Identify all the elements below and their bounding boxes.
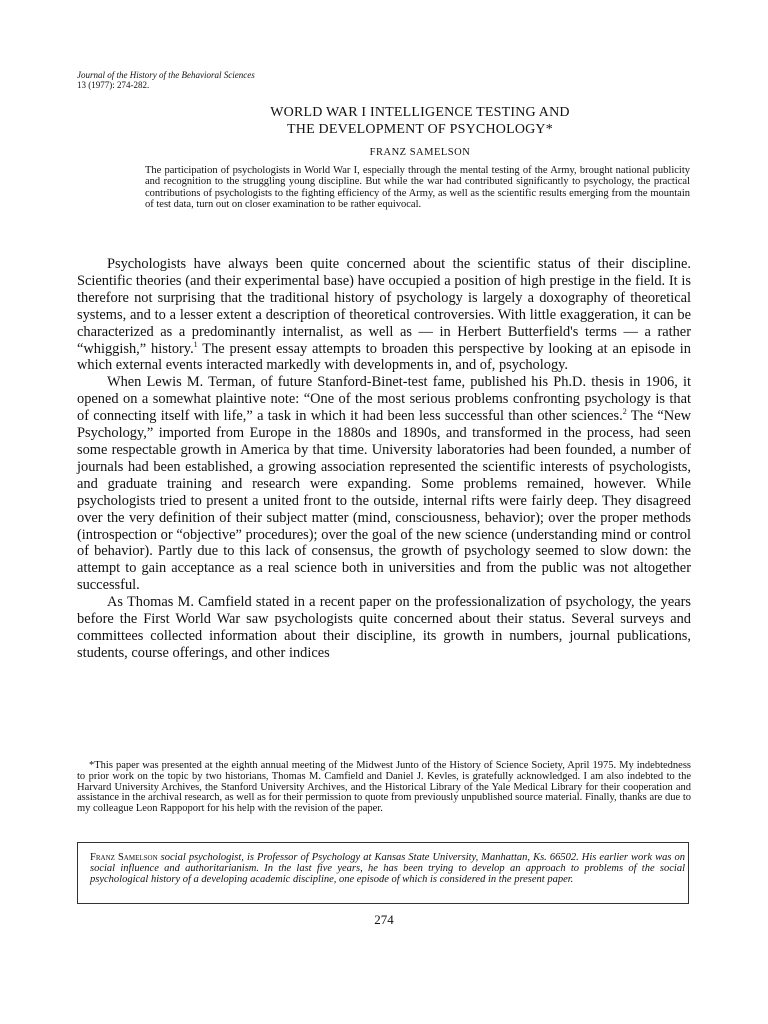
author-bio: [90, 852, 685, 886]
body-paragraph-1-text-a: Psychologists have always been quite concerned about the scientific status of their discipline. Scientific theories (and their experimental base) have occupied a position of high prestige in the field. It is therefore not surprising that the traditional history of psychology is largely a doxography of theoretical systems, and to a lesser extent a description of theoretical controversies. With little exaggeration, it can be characterized as a predominantly internalist, as well as — in Herbert Butterfield's terms — a rather “whiggish,” history.: [77, 256, 691, 357]
body-paragraph-2-text-a: When Lewis M. Terman, of future Stanford-Binet-test fame, published his Ph.D. thesis in 1906, it opened on a somewhat plaintive note: “One of the most serious problems confronting psychology is that of connecting itself with life,” a task in which it had been less successful than other sciences.: [77, 374, 691, 425]
body-paragraph-3: As Thomas M. Camfield stated in a recent paper on the professionalization of psychology, the years before the First World War saw psychologists quite concerned about their status. Several surveys and committees collected information about their discipline, its growth in numbers, journal publications, students, course offerings, and other indices: [77, 594, 691, 661]
article-title: [100, 104, 740, 138]
article-title-line-2: THE DEVELOPMENT OF PSYCHOLOGY*: [287, 122, 553, 137]
body-paragraph-2: [77, 374, 691, 594]
article-body: [77, 256, 691, 662]
footnote: [77, 761, 691, 815]
journal-name: Journal of the History of the Behavioral Sciences: [77, 70, 255, 80]
author-bio-name: Franz Samelson: [90, 852, 158, 863]
journal-volume: 13 (1977): 274-282.: [77, 80, 150, 90]
body-paragraph-1: [77, 256, 691, 374]
footnote-text: *This paper was presented at the eighth annual meeting of the Midwest Junto of the History of Science Society, April 1975. My indebtedness to prior work on the topic by two historians, Thomas M. Camfield and Daniel J. Kevles, is gratefully acknowledged. I am also indebted to the Harvard University Archives, the Stanford University Archives, and the Historical Library of the Yale Medical Library for their cooperation and assistance in the archival research, as well as for their permission to quote from previously unpublished source material. Finally, thanks are due to my colleague Leon Rappoport for his help with the revision of the paper.: [77, 760, 691, 815]
page-number: 274: [374, 912, 394, 927]
article-author: FRANZ SAMELSON: [369, 147, 471, 158]
footnote-ref-1: 1: [193, 339, 198, 349]
author-bio-text: social psychologist, is Professor of Psychology at Kansas State University, Manhattan, Ks. 66502. His earlier work was on social influence and authoritarianism. In the last five years, he has been trying to develop an approach to problems of the social psychological history of a developing academic discipline, one episode of which is considered in the present paper.: [90, 852, 685, 886]
journal-citation: [77, 70, 255, 90]
body-paragraph-1-text-b: The present essay attempts to broaden this perspective by looking at an episode in which external events interacted markedly with developments in, and of, psychology.: [77, 340, 691, 374]
article-title-line-1: WORLD WAR I INTELLIGENCE TESTING AND: [270, 105, 570, 120]
footnote-ref-2: 2: [622, 407, 627, 417]
body-paragraph-2-text-b: The “New Psychology,” imported from Europe in the 1880s and 1890s, and transformed in the process, had seen some respectable growth in America by that time. University laboratories had been founded, a number of journals had been established, a growing association represented the scientific interests of psychologists, and graduate training and research were expanding. Some problems remained, however. While psychologists tried to present a united front to the outside, internal rifts were fairly deep. They disagreed over the very definition of their subject matter (mind, consciousness, behavior); over the proper methods (introspection or “objective” procedures); over the goal of the new science (understanding mind or control of behavior). Partly due to this lack of consensus, the growth of psychology seemed to slow down: the attempt to gain acceptance as a real science both in universities and from the public was not altogether successful.: [77, 408, 691, 594]
article-abstract: The participation of psychologists in World War I, especially through the mental testing of the Army, brought national publicity and recognition to the struggling young discipline. But while the war had contributed significantly to psychology, the practical contributions of psychologists to the fighting efficiency of the Army, as well as the scientific results emerging from the mountain of test data, turn out on closer examination to be rather equivocal.: [145, 165, 690, 210]
